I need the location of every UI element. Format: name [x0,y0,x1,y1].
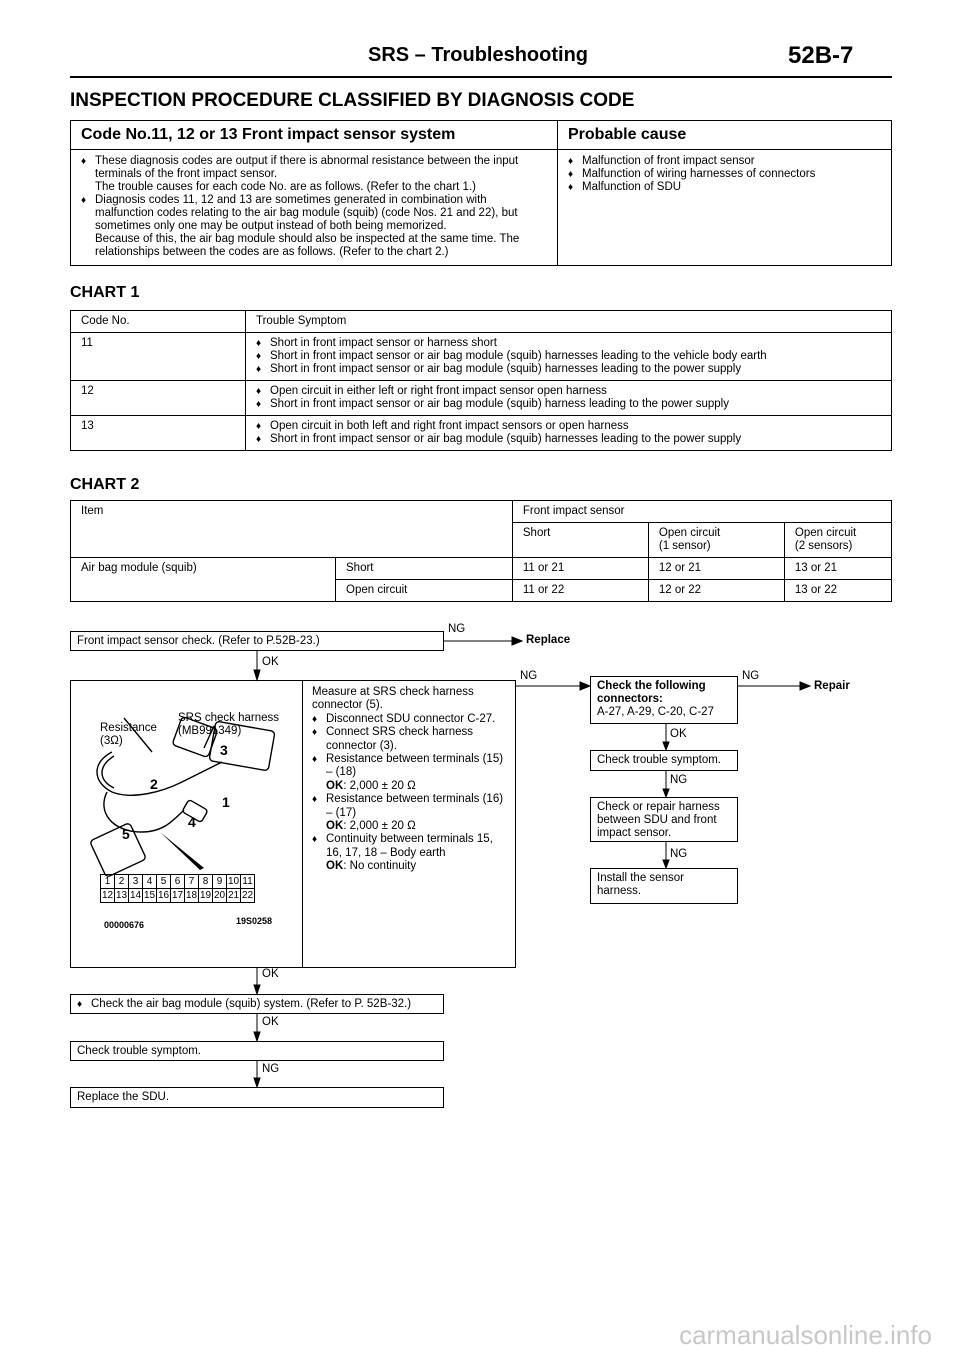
pin-cell: 20 [213,890,226,901]
chart2-front-sensor: Front impact sensor [512,501,891,523]
ok-label: OK [326,860,344,873]
flow-ng-label: NG [670,848,688,860]
pin-cell: 2 [115,875,129,889]
pin-cell: 11 [242,876,253,887]
cause-item: ♦ Malfunction of wiring harnesses of connectors [568,168,881,181]
check-connectors-list: A-27, A-29, C-20, C-27 [597,706,714,718]
ok-value: : No continuity [343,860,417,873]
flow-ng-label: NG [742,670,760,682]
measure-step: ♦ Connect SRS check harness connector (3). [312,726,510,753]
chart2-open1-head: Open circuit (1 sensor) [648,523,784,558]
chart2-value: 11 or 22 [512,580,648,602]
callout-4: 4 [188,814,196,830]
flow-ng-label: NG [448,623,466,635]
symptom-item: ♦ Open circuit in either left or right front impact sensor open harness [256,385,881,398]
pin-cell: 22 [241,890,254,901]
chart1-code: 11 [71,333,246,381]
callout-2: 2 [150,776,158,792]
measure-instructions [312,686,510,874]
measure-step [312,793,510,833]
flow-check-symptom-2: Check trouble symptom. [70,1041,444,1061]
chart2-open2-head: Open circuit (2 sensors) [784,523,891,558]
pin-cell: 8 [199,875,213,889]
flow-ng-label: NG [670,774,688,786]
diagnosis-item: ♦ Diagnosis codes 11, 12 and 13 are sometimes generated in combination with malfunction codes relating to the air bag module (squib) (code Nos. 21 and 22), but sometimes only one may be output instead of both being memorized. Because of this, the air bag module should also be inspected at the same time. The relationships between the codes are as follows. (Refer to the chart 2.) [81,194,547,259]
chart2-value: 12 or 22 [648,580,784,602]
measure-step: ♦ Disconnect SDU connector C-27. [312,713,510,726]
chart2-value: 11 or 21 [512,558,648,580]
chart2-row-open: Open circuit [336,580,513,602]
chart1-title: CHART 1 [70,284,140,301]
chart2-value: 13 or 21 [784,558,891,580]
flow-repair: Repair [814,680,850,692]
measure-step [312,833,510,873]
page-header-title: SRS – Troubleshooting [368,44,589,66]
pin-cell: 5 [157,875,171,889]
pin-cell: 13 [115,890,128,901]
flow-check-airbag [70,994,444,1014]
symptom-item: ♦ Short in front impact sensor or air bag module (squib) harness leading to the power supply [256,398,881,411]
flow-replace: Replace [526,634,571,646]
measure-step [312,753,510,793]
pin-cell: 3 [129,875,143,889]
pin-cell: 7 [185,875,199,889]
measure-step-text: Resistance between terminals (15) – (18) [326,753,504,779]
pin-cell: 4 [143,875,157,889]
flow-ng-label: NG [520,670,538,682]
pointer-wedge [160,832,204,870]
flow-ok-label: OK [262,1016,279,1028]
pin-cell: 15 [143,890,156,901]
page-header-code: 52B-7 [788,42,854,69]
pin-cell: 17 [171,890,184,901]
cause-item: ♦ Malfunction of front impact sensor [568,155,881,168]
symptom-item: ♦ Short in front impact sensor or harness short [256,337,881,350]
chart2-value: 13 or 22 [784,580,891,602]
chart1-code: 12 [71,381,246,416]
pin-cell: 6 [171,875,185,889]
callout-3: 3 [220,742,228,758]
symptom-item: ♦ Short in front impact sensor or air bag module (squib) harnesses leading to the power supply [256,433,881,446]
chart1-head-symptom: Trouble Symptom [246,311,892,333]
ok-label: OK [326,820,344,833]
callout-5: 5 [122,826,130,842]
symptom-item: ♦ Open circuit in both left and right front impact sensors or open harness [256,420,881,433]
section-title: INSPECTION PROCEDURE CLASSIFIED BY DIAGNOSIS CODE [70,90,635,111]
check-connectors-title: Check the following connectors: [597,680,706,705]
pin-cell: 1 [101,875,115,889]
harness-wire [102,756,114,788]
harness-wire [182,762,222,782]
resistance-label: Resistance (3Ω) [100,722,157,747]
chart2-title: CHART 2 [70,476,140,493]
ok-label: OK [326,779,344,792]
chart1-head-code: Code No. [71,311,246,333]
watermark: carmanualsonline.info [679,1320,932,1350]
symptom-item: ♦ Short in front impact sensor or air bag module (squib) harnesses leading to the vehicle body earth [256,350,881,363]
diagnosis-item: ♦ These diagnosis codes are output if there is abnormal resistance between the input terminals of the front impact sensor. The trouble causes for each code No. are as follows. (Refer to the chart 1.) [81,155,547,194]
pin-cell: 21 [227,890,240,901]
chart2-row-short: Short [336,558,513,580]
measure-divider [302,680,303,968]
chart2-value: 12 or 21 [648,558,784,580]
pin-cell: 14 [129,890,142,901]
measure-step-text: Resistance between terminals (16) – (17) [326,793,504,819]
connector-5-body [90,823,147,878]
flow-check-symptom: Check trouble symptom. [590,750,738,771]
diagnosis-col2-head: Probable cause [558,121,892,150]
flow-replace-sdu: Replace the SDU. [70,1087,444,1108]
diagnosis-col1-head: Code No.11, 12 or 13 Front impact sensor system [71,121,558,150]
pin-grid [100,874,255,903]
figure-code-right: 19S0258 [236,916,273,926]
chart2-item: Item [71,501,513,558]
cause-item: ♦ Malfunction of SDU [568,181,881,194]
pin-cell: 18 [185,890,198,901]
callout-1: 1 [222,794,230,810]
pin-cell: 16 [157,890,170,901]
flow-check-connectors [590,676,738,724]
pin-cell: 12 [101,890,114,901]
flow-ok-label: OK [262,656,279,668]
harness-wire [104,792,184,832]
ok-value: : 2,000 ± 20 Ω [343,820,416,833]
measure-step-text: Continuity between terminals 15, 16, 17, 18 – Body earth [326,833,493,859]
ok-value: : 2,000 ± 20 Ω [343,779,416,792]
pin-cell: 9 [213,875,227,889]
measure-intro: Measure at SRS check harness connector (5). [312,686,474,712]
flow-ok-label: OK [670,728,687,740]
chart1-code: 13 [71,416,246,451]
symptom-item: ♦ Short in front impact sensor or air bag module (squib) harnesses leading to the power supply [256,363,881,376]
figure-code-left: 00000676 [104,920,145,930]
check-airbag-item: ♦ Check the air bag module (squib) system. (Refer to P. 52B-32.) [77,998,437,1011]
pin-cell: 19 [199,890,212,901]
flow-ng-label: NG [262,1063,280,1075]
flow-install-sensor: Install the sensor harness. [590,868,738,904]
flow-step-sensor-check: Front impact sensor check. (Refer to P.52B-23.) [70,631,444,651]
flow-ok-label: OK [262,968,279,980]
harness-label: SRS check harness (MB991349) [178,712,279,737]
pin-cell: 10 [227,876,240,887]
chart2-short-head: Short [512,523,648,558]
chart2-airbag: Air bag module (squib) [71,558,336,602]
flow-check-repair-harness: Check or repair harness between SDU and front impact sensor. [590,797,738,842]
